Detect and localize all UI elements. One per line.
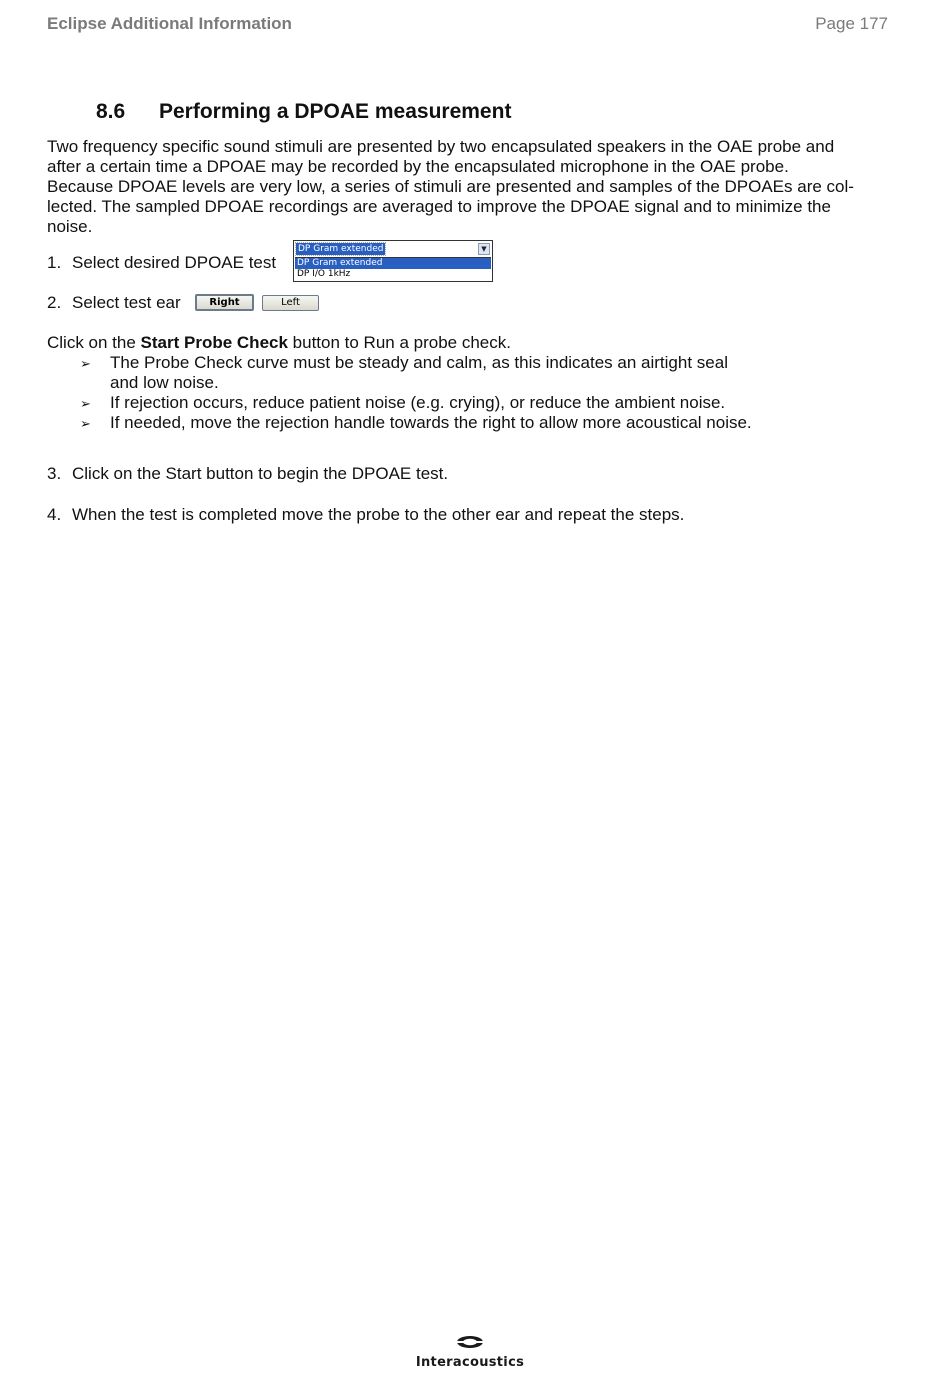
bullet-text: and low noise.	[110, 373, 219, 392]
dropdown-options-list	[295, 257, 491, 280]
section-heading	[96, 100, 511, 124]
step-2	[47, 293, 181, 313]
bullet-text: If needed, move the rejection handle towards the right to allow more acoustical noise.	[110, 413, 752, 432]
section-number: 8.6	[96, 100, 126, 123]
interacoustics-logo-icon	[455, 1335, 485, 1349]
page-number: Page 177	[815, 14, 888, 33]
dropdown-option[interactable]: DP I/O 1kHz	[297, 269, 351, 279]
step-number: 2.	[47, 293, 62, 312]
intro-line: lected. The sampled DPOAE recordings are averaged to improve the DPOAE signal and to minimize the	[47, 197, 831, 216]
step-number: 4.	[47, 505, 62, 524]
bullet-text: The Probe Check curve must be steady and calm, as this indicates an airtight seal	[110, 353, 728, 372]
left-ear-button[interactable]: Left	[262, 295, 319, 311]
arrowhead-bullet-icon: ➢	[80, 397, 91, 412]
step-number: 1.	[47, 253, 62, 272]
start-probe-check-label: Start Probe Check	[140, 333, 288, 352]
probe-check-instruction	[47, 333, 511, 353]
step-text: Click on the Start button to begin the DPOAE test.	[72, 464, 449, 483]
step-1	[47, 253, 276, 273]
interacoustics-logo	[405, 1335, 535, 1370]
intro-line: after a certain time a DPOAE may be recorded by the encapsulated microphone in the OAE probe.	[47, 157, 789, 176]
right-ear-button[interactable]: Right	[195, 294, 254, 311]
step-text: When the test is completed move the probe to the other ear and repeat the steps.	[72, 505, 685, 524]
dropdown-selected-value[interactable]: DP Gram extended	[298, 244, 384, 254]
intro-line: noise.	[47, 217, 93, 236]
arrowhead-bullet-icon: ➢	[80, 357, 91, 372]
step-4	[47, 505, 684, 525]
bullet-item	[80, 413, 752, 435]
step-text: Select test ear	[72, 293, 181, 312]
intro-line: Two frequency specific sound stimuli are presented by two encapsulated speakers in the OAE probe and	[47, 137, 835, 156]
intro-line: Because DPOAE levels are very low, a series of stimuli are presented and samples of the DPOAEs are col-	[47, 177, 854, 196]
section-title: Performing a DPOAE measurement	[159, 100, 512, 123]
chevron-down-icon[interactable]: ▼	[478, 243, 490, 255]
intro-paragraph	[47, 137, 854, 237]
dpoae-test-dropdown[interactable]	[293, 240, 493, 282]
probe-check-suffix: button to Run a probe check.	[287, 333, 511, 352]
step-number: 3.	[47, 464, 62, 483]
logo-wordmark: Interacoustics	[415, 1355, 525, 1370]
arrowhead-bullet-icon: ➢	[80, 417, 91, 432]
bullet-text: If rejection occurs, reduce patient noise (e.g. crying), or reduce the ambient noise.	[110, 393, 726, 412]
bullet-item	[80, 353, 728, 393]
probe-check-prefix: Click on the	[47, 333, 141, 352]
running-header-title: Eclipse Additional Information	[47, 14, 292, 33]
step-3	[47, 464, 448, 484]
dropdown-option[interactable]: DP Gram extended	[295, 258, 491, 269]
step-text: Select desired DPOAE test	[72, 253, 277, 272]
bullet-item	[80, 393, 725, 415]
